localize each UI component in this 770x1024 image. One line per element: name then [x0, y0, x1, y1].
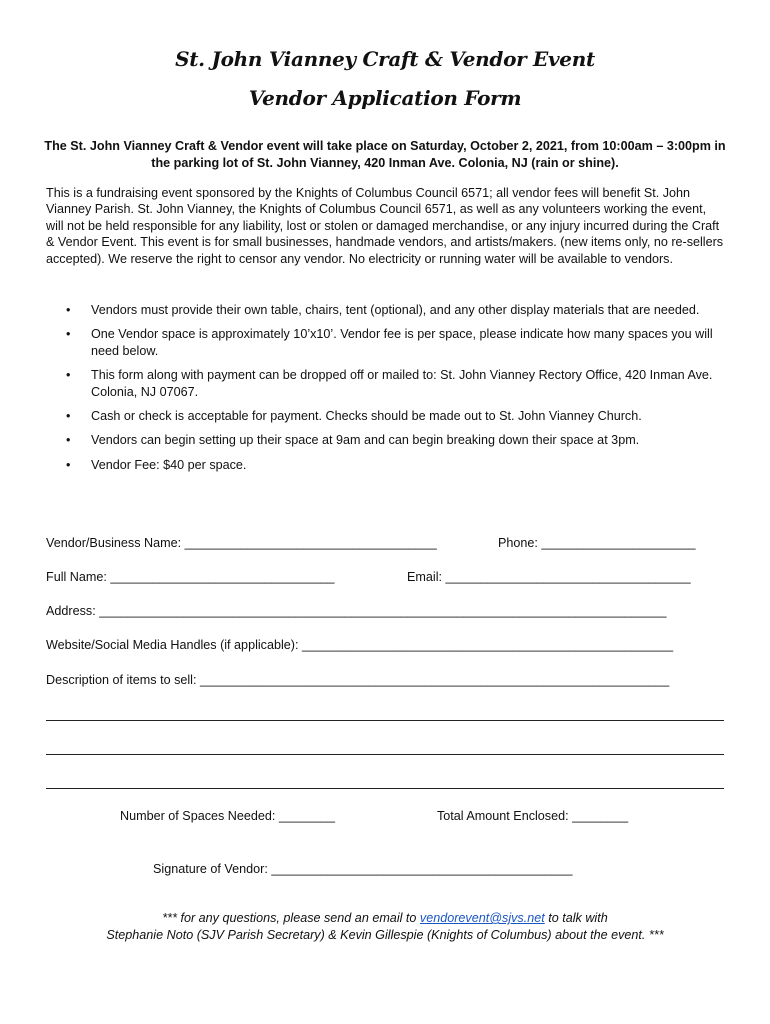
total-amount-field[interactable]: Total Amount Enclosed: ________	[437, 809, 629, 823]
list-item-text: One Vendor space is approximately 10’x10’. Vendor fee is per space, please indicate how many spaces you will need below.	[91, 327, 713, 358]
event-intro: The St. John Vianney Craft & Vendor event will take place on Saturday, October 2, 2021, from 10:00am – 3:00pm in the parking lot of St. John Vianney, 420 Inman Ave. Colonia, NJ (rain or shine).	[44, 139, 726, 170]
list-item-text: This form along with payment can be dropped off or mailed to: St. John Vianney Rectory Office, 420 Inman Ave. Colonia, NJ 07067.	[91, 368, 713, 399]
list-item-text: Vendor Fee: $40 per space.	[91, 457, 247, 472]
contact-note-suffix: to talk with	[544, 911, 608, 925]
list-item	[46, 326, 716, 359]
contact-note-prefix: *** for any questions, please send an email to	[162, 911, 420, 925]
list-item	[46, 302, 716, 318]
address-field[interactable]: Address: _________________________________________________________________________________	[46, 604, 667, 618]
list-item	[46, 432, 716, 448]
email-field[interactable]: Email: ___________________________________	[407, 570, 691, 584]
contact-note-line-1	[0, 910, 770, 927]
description-line[interactable]	[46, 788, 724, 789]
list-item	[46, 367, 716, 400]
list-item-text: Cash or check is acceptable for payment. Checks should be made out to St. John Vianney Church.	[91, 409, 642, 424]
business-name-field[interactable]: Vendor/Business Name: ____________________________________	[46, 536, 437, 550]
description-field[interactable]: Description of items to sell: ___________________________________________________________________	[46, 673, 670, 687]
phone-field[interactable]: Phone: ______________________	[498, 536, 696, 550]
list-item	[46, 457, 716, 473]
bullet-icon: •	[66, 433, 71, 448]
document-title: St. John Vianney Craft & Vendor Event	[175, 47, 595, 71]
bullet-icon: •	[66, 303, 71, 317]
bullet-icon: •	[66, 457, 71, 472]
full-name-field[interactable]: Full Name: ________________________________	[46, 570, 335, 584]
bullet-icon: •	[66, 368, 71, 383]
spaces-needed-field[interactable]: Number of Spaces Needed: ________	[120, 809, 335, 823]
contact-email-link[interactable]: vendorevent@sjvs.net	[419, 911, 545, 925]
bullet-icon: •	[66, 409, 71, 424]
bullet-icon: •	[66, 327, 71, 342]
description-line[interactable]	[46, 720, 724, 721]
website-field[interactable]: Website/Social Media Handles (if applicable): _____________________________________________________	[46, 638, 674, 652]
signature-field[interactable]: Signature of Vendor: ___________________________________________	[153, 862, 573, 876]
form-title: Vendor Application Form	[248, 86, 522, 110]
contact-note	[0, 910, 770, 944]
list-item-text: Vendors can begin setting up their space at 9am and can begin breaking down their space at 3pm.	[91, 433, 640, 448]
rules-list	[46, 302, 716, 481]
disclaimer-paragraph: This is a fundraising event sponsored by the Knights of Columbus Council 6571; all vendor fees will benefit St. John Vianney Parish. St. John Vianney, the Knights of Columbus Council 6571, as well as any volunteers working the event, will not be held responsible for any liability, lost or stolen or damaged merchandise, or any injury incurred during the Craft & Vendor Event. This event is for small businesses, handmade vendors, and artists/makers. (new items only, no re-sellers accepted). We reserve the right to censor any vendor. No electricity or running water will be available to vendors.	[46, 186, 724, 266]
contact-note-line-2: Stephanie Noto (SJV Parish Secretary) & Kevin Gillespie (Knights of Columbus) about the event. ***	[106, 928, 664, 942]
list-item-text: Vendors must provide their own table, chairs, tent (optional), and any other display materials that are needed.	[91, 303, 700, 317]
list-item	[46, 408, 716, 424]
description-line[interactable]	[46, 754, 724, 755]
